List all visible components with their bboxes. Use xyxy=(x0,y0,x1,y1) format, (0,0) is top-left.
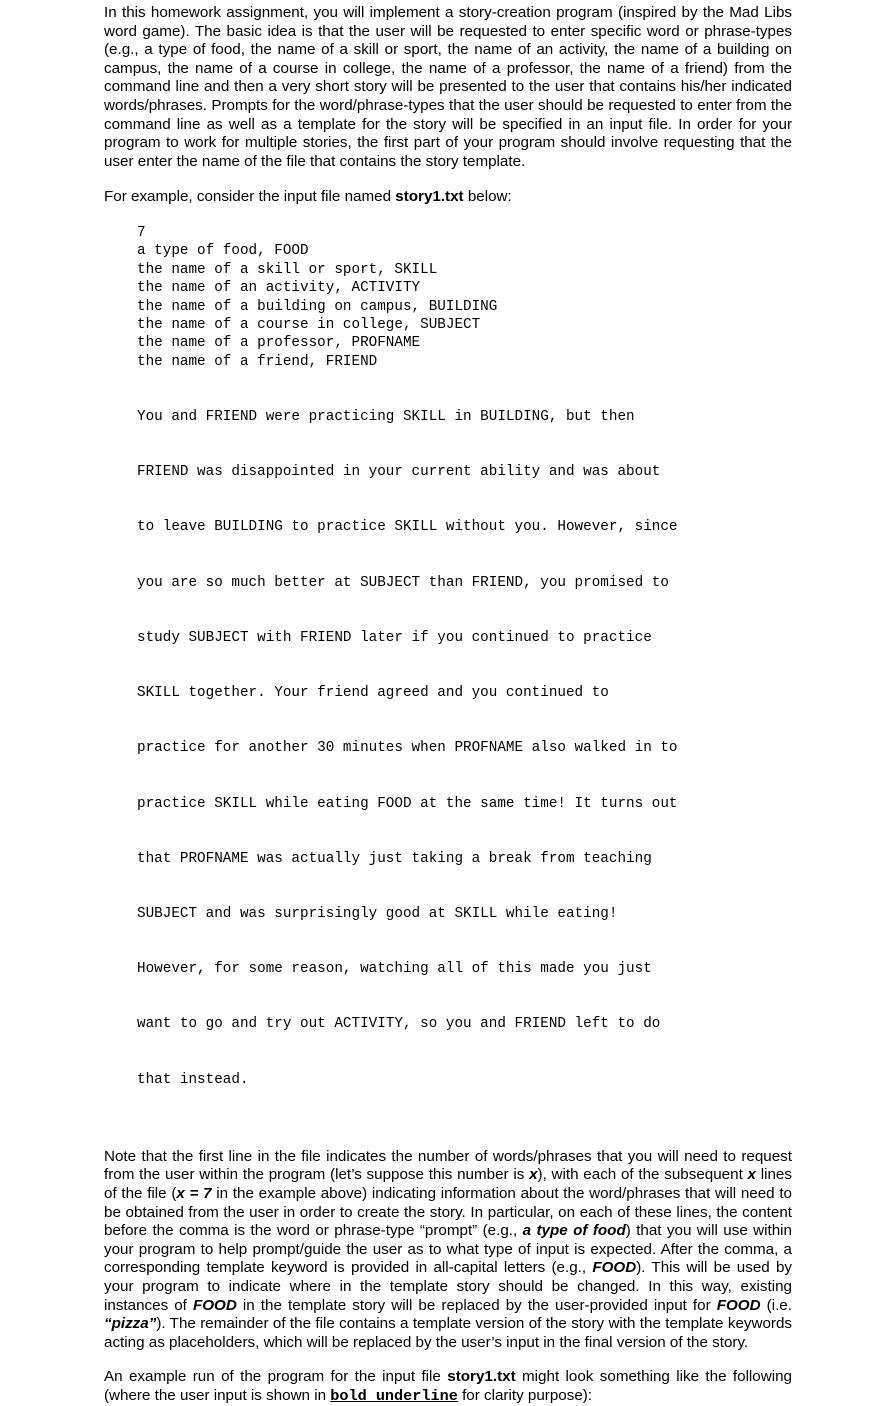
example-tail-text: below: xyxy=(463,188,512,206)
run-filename: story1.txt xyxy=(447,1368,516,1386)
example-intro-paragraph xyxy=(104,188,792,207)
file-prompt-line: the name of a professor, PROFNAME xyxy=(137,335,421,352)
story-line: that PROFNAME was actually just taking a break from teaching xyxy=(137,850,652,867)
story-line: you are so much better at SUBJECT than FRIEND, you promised to xyxy=(137,574,669,591)
note-emphasis: x xyxy=(747,1166,756,1184)
note-text: (i.e. xyxy=(760,1296,792,1314)
file-prompt-line: the name of a building on campus, BUILDING xyxy=(137,298,498,315)
note-text: ) that you will use within your program to help prompt/guide the user as to what type of input is expected. After the comma, a corresponding template keyword is provided in all-capital letters (e.g., xyxy=(104,1222,793,1277)
story-line: You and FRIEND were practicing SKILL in BUILDING, but then xyxy=(137,409,635,425)
note-emphasis: FOOD xyxy=(592,1259,637,1277)
note-text: lines of the file ( xyxy=(104,1166,792,1203)
note-emphasis: a type of food xyxy=(522,1222,626,1240)
example-run-paragraph xyxy=(104,1368,792,1405)
run-text: An example run of the program for the input file xyxy=(104,1368,448,1386)
note-text: ). The remainder of the file contains a template version of the story with the template keywords acting as placeholders, which will be replaced by the user’s input in the final version of the story. xyxy=(104,1315,792,1351)
note-text: ). This will be used by your program to indicate where in the template story should be changed. In this way, existing instances of xyxy=(104,1259,792,1314)
story-line: practice SKILL while eating FOOD at the same time! It turns out xyxy=(137,795,678,812)
story-line: FRIEND was disappointed in your current ability and was about xyxy=(137,464,661,481)
file-prompt-line: a type of food, FOOD xyxy=(137,243,309,260)
note-emphasis: FOOD xyxy=(192,1296,237,1314)
note-text: ), with each of the subsequent xyxy=(537,1166,748,1184)
file-story-template xyxy=(137,371,792,1126)
story-file-listing xyxy=(137,224,792,1126)
example-lead-text: For example, consider the input file named xyxy=(104,188,396,206)
file-prompt-line: the name of a course in college, SUBJECT xyxy=(137,316,481,333)
note-emphasis: x = 7 xyxy=(176,1185,212,1203)
note-emphasis: “pizza” xyxy=(104,1315,157,1333)
note-emphasis: x xyxy=(529,1166,538,1184)
story-line: study SUBJECT with FRIEND later if you continued to practice xyxy=(137,629,652,646)
story-line: SKILL together. Your friend agreed and you continued to xyxy=(137,685,609,702)
note-text: Note that the first line in the file indicates the number of words/phrases that you will need to request from the user within the program (let’s suppose this number is xyxy=(104,1147,792,1184)
run-text: might look something like the following (where the user input is shown in xyxy=(104,1368,792,1404)
story-line: However, for some reason, watching all of this made you just xyxy=(137,961,652,978)
example-filename: story1.txt xyxy=(395,188,464,206)
file-prompt-line: the name of a skill or sport, SKILL xyxy=(137,261,438,278)
file-prompt-line: the name of an activity, ACTIVITY xyxy=(137,280,421,297)
story-line: to leave BUILDING to practice SKILL without you. However, since xyxy=(137,519,678,536)
note-text: in the example above) indicating information about the word/phrases that will need to be obtained from the user in order to create the story. In particular, on each of these lines, the content before the comma is the word or phrase-type “prompt” (e.g., xyxy=(104,1185,792,1240)
document-page xyxy=(104,4,792,1406)
story-line: SUBJECT and was surprisingly good at SKILL while eating! xyxy=(137,905,618,922)
story-line: want to go and try out ACTIVITY, so you and FRIEND left to do xyxy=(137,1016,661,1033)
file-count-line: 7 xyxy=(137,224,146,241)
bold-underline-sample: bold underline xyxy=(330,1386,458,1405)
story-line: practice for another 30 minutes when PROFNAME also walked in to xyxy=(137,740,678,757)
intro-paragraph: In this homework assignment, you will implement a story-creation program (inspired by the Mad Libs word game). The basic idea is that the user will be requested to enter specific word or phrase-types (e.g., a type of food, the name of a skill or sport, the name of an activity, the name of a building on campus, the name of a course in college, the name of a professor, the name of a friend) from the command line and then a very short story will be presented to the user that contains his/her indicated words/phrases. Prompts for the word/phrase-types that the user should be requested to enter from the command line as well as a template for the story will be specified in an input file. In order for your program to work for multiple stories, the first part of your program should involve requesting that the user enter the name of the file that contains the story template. xyxy=(104,4,792,170)
note-emphasis: FOOD xyxy=(716,1296,761,1314)
file-prompt-line: the name of a friend, FRIEND xyxy=(137,353,378,370)
story-line: that instead. xyxy=(137,1071,249,1088)
run-text: for clarity purpose): xyxy=(457,1386,593,1404)
note-paragraph xyxy=(104,1148,792,1353)
note-text: in the template story will be replaced by the user-provided input for xyxy=(236,1296,717,1314)
